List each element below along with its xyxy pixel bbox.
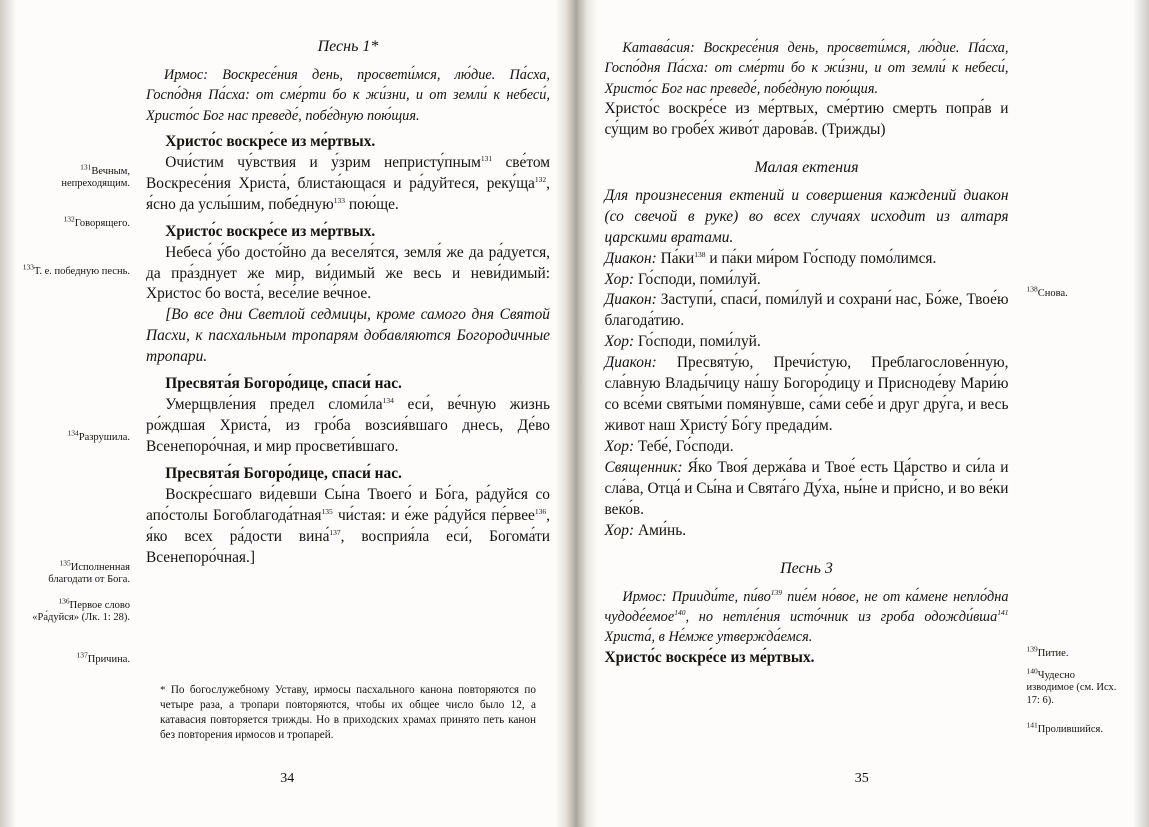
katavasia-text: Воскресе́ния день, просвети́мся, лю́дие. Па́сха, Госпо́дня Па́сха: от сме́рти бо к жи́зни, и от земли́ к небеси́, Христо́с Бог нас преведе́, побе́дную пою́щия. (604, 40, 1009, 97)
footnote-mark: * (160, 683, 166, 696)
dialogue-line (605, 458, 1009, 521)
margin-note (22, 428, 130, 444)
footnote-ref: 134 (382, 396, 394, 406)
tropar-paragraph: Воскре́сшаго ви́девши Сы́на Твоего́ и Бо́га, ра́дуйся со апо́столы Богоблагода́тная$^{135}$ чи́стая: и е́же ра́дуйся пе́рвее$^{136}$, я́ко всех ра́дости вина́$^{137}$, восприя́ла еси́, Богома́ти Всенепоро́чная.] (146, 485, 550, 566)
footnote-ref: 131 (480, 153, 493, 163)
litany-rubric: Для произнесения ектений и совершения каждений диакон (со свечой в руке) во всех случаях исходит из алтаря царскими вратами. (604, 186, 1009, 246)
dialogue-text: $Па́ки^{138}$ и па́ки ми́ром Го́споду помо́лимся. (656, 249, 937, 267)
footnote-ref: 139 (770, 587, 782, 597)
margin-note-text: Разрушила. (78, 432, 130, 443)
margin-note (22, 262, 130, 278)
margin-note-text: Вечным, непреходящим. (61, 166, 130, 190)
tropar-paragraph: Очи́стим чу́вствия и у́зрим непристу́пным$^{131}$ све́том Воскресе́ния Христа́, блиста́ющася и ра́дуйтеся, $реку́ща^{132}$, я́сно да услы́шим, побе́дную$^{133}$ пою́ще. (146, 153, 550, 213)
margin-note-number: 132 (63, 214, 75, 224)
margin-note-number: 140 (1026, 666, 1038, 676)
katavasia-label: Катава́сия: (622, 40, 695, 56)
refrain-christ-risen-full: Христо́с воскре́се из ме́ртвых, сме́ртию смерть попра́в и су́щим во гробе́х живо́т дарова́в. (Трижды) (604, 99, 1009, 138)
irmos-paragraph (146, 65, 550, 126)
dialogue-text: Пресвяту́ю, Пречи́стую, Преблагослове́нную, сла́вную Влады́чицу на́шу Богоро́дицу и Присноде́ву Мари́ю со все́ми святы́ми помяну́вше, са́ми себе́ и друг дру́га, и весь живот наш Христу́ Бо́гу предади́м. (604, 354, 1009, 435)
song-3-heading: Песнь 3 (780, 559, 833, 577)
margin-note-text: Причина. (87, 654, 130, 665)
speaker-label: Хор: (604, 270, 635, 288)
margin-note (22, 162, 130, 191)
margin-note-number: 139 (1026, 644, 1038, 654)
dialogue-text: Ами́нь. (634, 521, 687, 539)
margin-note (1026, 720, 1123, 736)
irmos-text: Воскресе́ния день, просвети́мся, лю́дие. Па́сха, Госпо́дня Па́сха: от сме́рти бо к жи́зни, и от земли́ к небеси́, Христо́с Бог нас преведе́, побе́дную пою́щия. (146, 67, 550, 124)
dialogue-line (605, 353, 1009, 437)
margin-note (1026, 666, 1123, 707)
footnote-ref: 132 (534, 174, 547, 184)
margin-note-number: 131 (80, 162, 92, 172)
page-number-right: 35 (854, 771, 869, 786)
speaker-label: Хор: (604, 333, 635, 351)
speaker-label: Диакон: (604, 249, 657, 267)
tropar-paragraph: Небеса́ у́бо досто́йно да веселя́тся, земля́ же да ра́дуется, да пра́зднует же мир, ви́димый же весь и неви́димый: Христос бо воста́, весе́лие ве́чное. (146, 243, 550, 303)
refrain-theotokos: Пресвята́я Богоро́дице, спаси́ нас. (165, 375, 402, 393)
page-right (575, 0, 1149, 827)
irmos-label: Ирмос: (622, 588, 667, 605)
body-right (605, 38, 1009, 669)
irmos-text: Прииди́те, $пи́во^{139}$ пие́м но́вое, не от ка́мене непло́дна чудоде́емое$^{140}$, но нетле́ния исто́чник из гроба одожди́вша$^{141}$ Христа́, в Не́мже утвержда́емся. (604, 587, 1009, 646)
refrain-theotokos: Пресвята́я Богоро́дице, спаси́ нас. (165, 464, 402, 482)
footnote-ref: 140 (674, 608, 686, 618)
dialogue-line (605, 332, 1009, 353)
refrain-christ-risen: Христо́с воскре́се из ме́ртвых. (165, 132, 376, 150)
speaker-label: Диакон: (604, 354, 657, 372)
margin-note-number: 136 (58, 596, 70, 606)
dialogue-line (605, 249, 1009, 270)
margin-note-text: Питие. (1037, 648, 1069, 659)
footnote-left (160, 683, 536, 743)
song-1-heading: Песнь 1* (317, 38, 379, 55)
margin-note-number: 138 (1026, 284, 1038, 294)
katavasia-paragraph (605, 38, 1009, 99)
margin-note (22, 558, 130, 587)
footnote-ref: 137 (329, 527, 341, 537)
margin-note-text: Снова. (1037, 288, 1068, 299)
rubric-paragraph: [Во все дни Светлой седмицы, кроме самого дня Святой Пасхи, к пасхальным тропарям добавляются Богородичные тропари. (146, 306, 550, 366)
speaker-label: Хор: (604, 438, 635, 456)
dialogue-text: Заступи́, спаси́, поми́луй и сохрани́ нас, Бо́же, Твое́ю благода́тию. (604, 291, 1009, 330)
dialogue-text: Я́ко Твоя́ держа́ва и Твое́ есть Ца́рство и си́ла и сла́ва, Отца́ и Сы́на и Свята́го Ду́ха, ны́не и при́сно, и во ве́ки веко́в. (604, 458, 1009, 518)
page-number-left: 34 (280, 771, 295, 786)
dialogue-text: Го́споди, поми́луй. (634, 333, 761, 351)
irmos-label: Ирмос: (163, 67, 209, 83)
footnote-ref: 141 (997, 608, 1009, 618)
dialogue-line (605, 270, 1009, 291)
margin-note-text: Т. е. победную песнь. (33, 266, 130, 277)
dialogue-text: Тебе́, Го́споди. (634, 438, 734, 456)
margin-note-text: Исполненная благодати от Бога. (48, 562, 130, 586)
small-litany-heading: Малая ектения (754, 158, 859, 176)
margin-note-number: 137 (76, 650, 88, 660)
speaker-label: Диакон: (604, 291, 657, 309)
margin-note-number: 135 (59, 558, 71, 568)
margin-note-number: 141 (1026, 720, 1038, 730)
footnote-ref: 133 (333, 195, 345, 205)
margin-note (1026, 644, 1123, 660)
margin-note-text: Пролившийся. (1037, 724, 1103, 735)
margin-note (22, 596, 130, 625)
footnote-ref: 138 (694, 249, 706, 259)
margin-note (1026, 284, 1123, 300)
margin-note-text: Чудесно изводимое (см. Исх. 17: 6). (1026, 670, 1117, 706)
dialogue-line (605, 521, 1009, 542)
tropar-paragraph: Умерщвле́ния предел $сломи́ла^{134}$ еси́, ве́чную жизнь ро́ждшая Христа́, из гро́ба возсия́вшаго днесь, Де́во Всенепоро́чная, и мир просвети́вшаго. (146, 396, 550, 456)
refrain-christ-risen: Христо́с воскре́се из ме́ртвых. (165, 222, 376, 240)
footnote-ref: 136 (534, 506, 547, 516)
irmos-paragraph (605, 587, 1009, 648)
margin-note-text: Первое слово «Ра́дуйся» (Лк. 1: 28). (32, 600, 130, 624)
speaker-label: Священник: (604, 458, 683, 476)
margin-note-number: 134 (67, 428, 79, 438)
margin-note (22, 650, 130, 666)
footnote-ref: 135 (321, 506, 333, 516)
dialogue-text: Го́споди, поми́луй. (634, 270, 761, 288)
speaker-label: Хор: (604, 521, 635, 539)
dialogue-line (605, 437, 1009, 458)
margin-note (22, 214, 130, 230)
dialogue-line (605, 290, 1009, 332)
margin-note-text: Говорящего. (74, 218, 130, 229)
footnote-text: По богослужебному Уставу, ирмосы пасхального канона повторяются по четыре раза, а тропари повторяются, чтобы их общее число было 12, а катавасия повторяется трижды. Но в приходских храмах принято петь канон без повторения ирмосов и тропарей. (160, 683, 536, 741)
margin-note-number: 133 (22, 262, 34, 272)
body-left (146, 38, 550, 569)
refrain-christ-risen: Христо́с воскре́се из ме́ртвых. (604, 648, 815, 666)
